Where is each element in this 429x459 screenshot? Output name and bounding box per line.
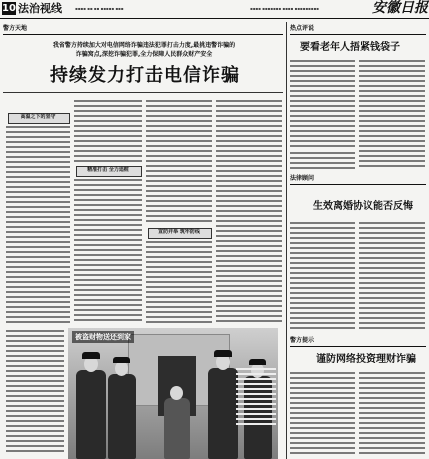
subhead-1: 高温之下的坚守	[20, 114, 56, 120]
headline-rule	[3, 92, 283, 93]
section-tag-legal: 法律顾问	[290, 175, 315, 182]
photo-officer-2	[108, 374, 136, 459]
photo-resident-head	[170, 386, 183, 400]
body-text-column-3b	[146, 241, 212, 324]
masthead-logo: 安徽日报	[372, 0, 428, 16]
body-text-column-4	[216, 100, 282, 324]
section-tag-police-tip: 警方提示	[290, 337, 315, 344]
header-editor-line: ▪▪▪▪ ▪▪▪▪▪▪▪ ▪▪▪▪ ▪▪▪▪▪▪▪▪▪	[250, 6, 319, 11]
photo-officer-2-head	[115, 361, 128, 376]
lead-deck-line-1: 我省警方持续加大对电信网络诈骗违法犯罪打击力度,最挑违警诈骗的	[52, 42, 236, 49]
photo-officer-4-cap	[249, 359, 266, 365]
section-tag-police: 警方天地	[3, 25, 28, 32]
tag-underline-tip	[290, 346, 426, 347]
lead-deck-line-2: 诈骗窝点,深挖诈骗犯罪,全力保障人民群众财产安全	[75, 51, 213, 58]
page-header	[0, 0, 429, 19]
body-text-column-3	[146, 100, 212, 224]
article-title-investment-scam: 谨防网络投资理财诈骗	[316, 354, 416, 365]
photo-officer-2-cap	[113, 357, 130, 363]
photo-side-text	[6, 330, 64, 455]
photo-caption-text	[236, 368, 276, 428]
body-text-elderly-b	[359, 60, 425, 170]
subhead-3: 宣防并举 筑牢防线	[158, 229, 200, 235]
lead-headline: 持续发力打击电信诈骗	[50, 65, 240, 86]
photo-officer-3-cap	[214, 350, 232, 357]
tag-underline-right	[290, 34, 426, 35]
subhead-2: 精准打击 全力追赃	[87, 167, 129, 173]
article-title-elderly: 要看老年人捂紧钱袋子	[300, 42, 400, 53]
lead-deck	[38, 41, 250, 59]
section-title: 法治视线	[18, 2, 62, 15]
body-text-elderly-a	[290, 60, 355, 148]
body-text-elderly-c	[290, 152, 355, 170]
photo-caption-label: 被盗财物送还到家	[72, 331, 134, 343]
photo-officer-3	[208, 368, 238, 459]
body-text-divorce-b	[359, 222, 425, 332]
body-text-scam-b	[359, 372, 425, 456]
header-dateline: ▪▪▪▪ ▪▪ ▪▪ ▪▪▪▪▪ ▪▪▪	[75, 6, 124, 11]
tag-underline	[3, 34, 283, 35]
section-tag-hot: 热点评说	[290, 25, 315, 32]
body-text-column-1	[6, 126, 70, 324]
tag-underline-legal	[290, 184, 426, 185]
body-text-column-2	[74, 100, 142, 162]
body-text-divorce-a	[290, 222, 355, 332]
page-number: 10	[2, 3, 16, 14]
photo-officer-1	[76, 370, 106, 459]
photo-officer-1-cap	[82, 352, 100, 359]
article-title-divorce: 生效离婚协议能否反悔	[313, 201, 413, 212]
body-text-scam-a	[290, 372, 355, 456]
body-text-column-2b	[74, 179, 142, 324]
photo-resident	[164, 398, 190, 459]
column-divider	[286, 22, 287, 459]
